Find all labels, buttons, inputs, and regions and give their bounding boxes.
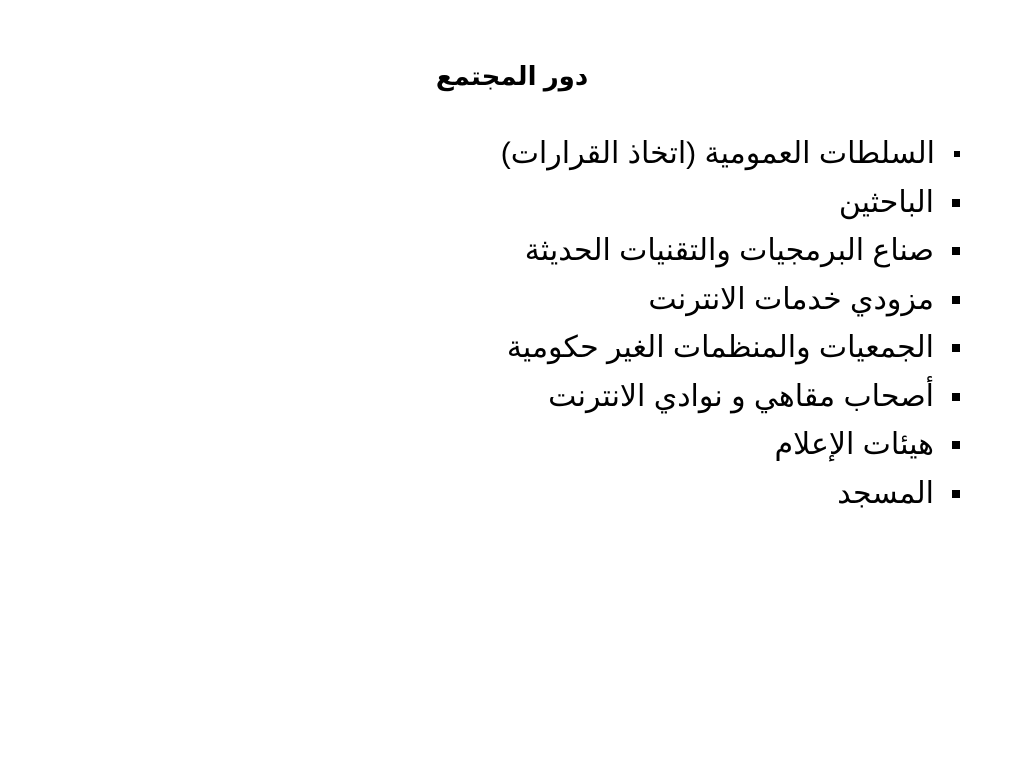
list-item-label: مزودي خدمات الانترنت	[648, 282, 934, 316]
list-item-label: السلطات العمومية (اتخاذ القرارات)	[500, 137, 935, 171]
bullet-square-icon	[952, 247, 960, 255]
list-item-label: الباحثين	[838, 185, 934, 219]
bullet-square-icon	[954, 151, 960, 157]
list-item	[320, 421, 960, 470]
list-item	[320, 227, 960, 276]
bullet-square-icon	[952, 296, 960, 304]
bullet-square-icon	[952, 199, 960, 207]
list-item-label: أصحاب مقاهي و نوادي الانترنت	[548, 379, 934, 413]
list-item-label: المسجد	[837, 476, 934, 510]
list-item-label: الجمعيات والمنظمات الغير حكومية	[506, 331, 934, 365]
bullet-square-icon	[952, 441, 960, 449]
bullet-list	[320, 130, 960, 518]
bullet-square-icon	[952, 490, 960, 498]
list-item	[320, 179, 960, 228]
list-item	[320, 276, 960, 325]
bullet-square-icon	[952, 393, 960, 401]
list-item	[320, 130, 960, 179]
list-item	[320, 373, 960, 422]
list-item-label: صناع البرمجيات والتقنيات الحديثة	[524, 234, 934, 268]
slide-title: دور المجتمع	[435, 61, 589, 91]
list-item-label: هيئات الإعلام	[774, 428, 934, 462]
list-item	[320, 470, 960, 519]
bullet-square-icon	[952, 344, 960, 352]
list-item	[320, 324, 960, 373]
